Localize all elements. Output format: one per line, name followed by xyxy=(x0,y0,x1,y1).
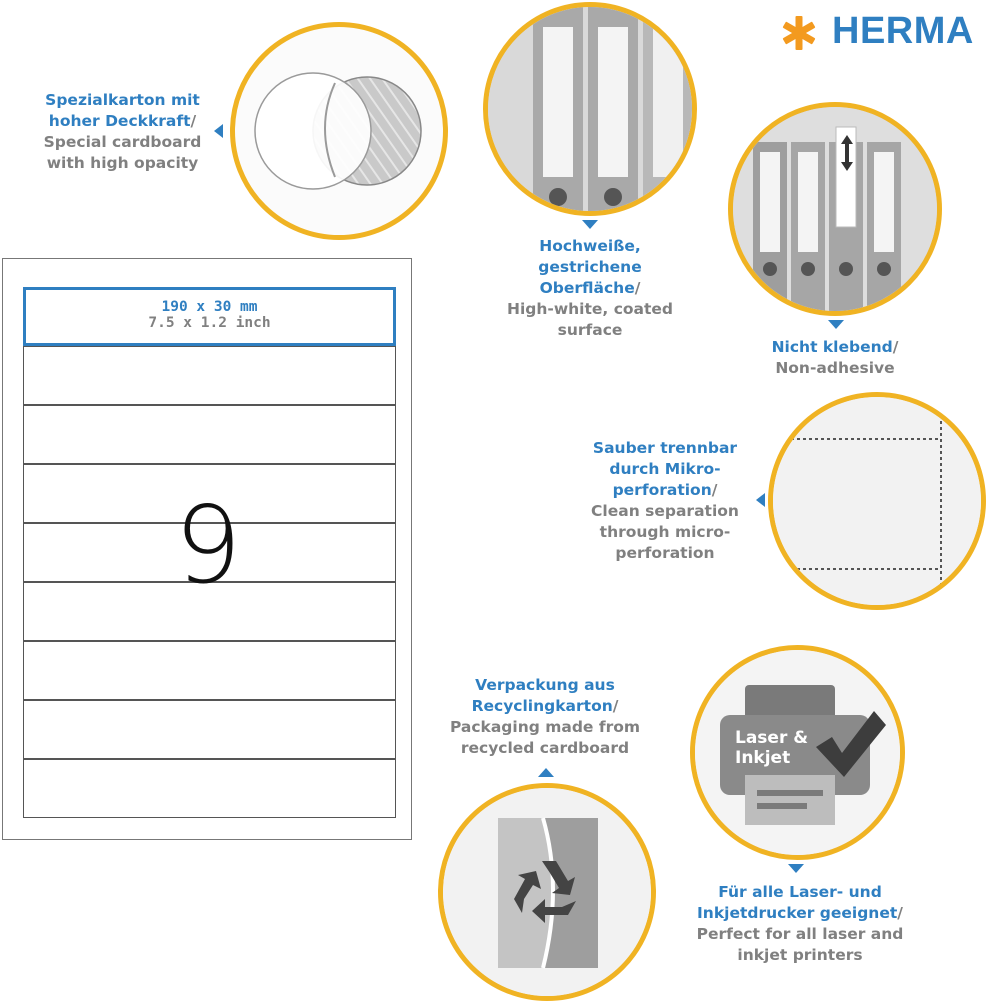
herma-star-icon xyxy=(780,14,818,52)
caption-slash: / xyxy=(190,112,197,130)
caption-packaging-en2: recycled cardboard xyxy=(460,739,630,757)
caption-printers-en1: Perfect for all laser and xyxy=(696,925,904,943)
pointer-left-icon xyxy=(214,124,223,138)
caption-opacity xyxy=(20,90,225,174)
caption-surface-de3: Oberfläche xyxy=(539,279,635,297)
caption-surface xyxy=(480,236,700,341)
binder-spines-icon xyxy=(733,107,937,311)
caption-slash: / xyxy=(612,697,619,715)
feature-circle-printers xyxy=(690,645,905,860)
caption-slash: / xyxy=(897,904,903,922)
caption-perforation-en3: perforation xyxy=(615,544,715,562)
label-row xyxy=(23,346,396,405)
caption-opacity-de1: Spezialkarton mit xyxy=(45,91,200,109)
arrow-updown-icon xyxy=(839,133,855,173)
caption-packaging-de1: Verpackung aus xyxy=(475,676,615,694)
opacity-circles-icon xyxy=(235,27,443,235)
caption-printers xyxy=(670,882,930,966)
caption-perforation-de2: durch Mikro- xyxy=(609,460,721,478)
feature-circle-packaging xyxy=(438,783,656,1001)
caption-surface-de3-wrap xyxy=(480,278,700,299)
caption-printers-en2: inkjet printers xyxy=(737,946,863,964)
caption-slash: / xyxy=(711,481,718,499)
caption-surface-de1: Hochweiße, xyxy=(539,237,641,255)
caption-adhesive xyxy=(725,337,945,379)
caption-surface-en2: surface xyxy=(557,321,623,339)
badge-line2: Inkjet xyxy=(735,748,791,768)
caption-packaging-de2: Recyclingkarton xyxy=(471,697,613,715)
caption-perforation-en2: through micro- xyxy=(599,523,731,541)
feature-circle-adhesive xyxy=(728,102,942,316)
caption-adhesive-de1: Nicht klebend xyxy=(771,338,893,356)
pointer-up-icon xyxy=(538,768,554,777)
binder-spines-icon xyxy=(488,7,692,211)
caption-perforation-en1: Clean separation xyxy=(591,502,739,520)
caption-packaging-en1: Packaging made from xyxy=(449,718,641,736)
label-row xyxy=(23,700,396,759)
caption-surface-de2: gestrichene xyxy=(538,258,642,276)
pointer-left-icon xyxy=(756,493,765,507)
caption-printers-de1: Für alle Laser- und xyxy=(718,883,882,901)
caption-perforation xyxy=(570,438,760,564)
caption-printers-de2: Inkjetdrucker geeignet xyxy=(697,904,898,922)
caption-opacity-en2: with high opacity xyxy=(46,154,199,172)
label-size-imperial: 7.5 x 1.2 inch xyxy=(148,315,271,331)
caption-opacity-de2: hoher Deckkraft xyxy=(48,112,191,130)
perforation-icon xyxy=(773,397,981,605)
pointer-down-icon xyxy=(582,220,598,229)
label-row xyxy=(23,759,396,818)
feature-circle-perforation xyxy=(768,392,986,610)
laser-inkjet-badge xyxy=(735,728,808,768)
caption-slash: / xyxy=(634,279,641,297)
caption-adhesive-en1: Non-adhesive xyxy=(775,359,895,377)
caption-packaging-de2-wrap xyxy=(430,696,660,717)
label-row xyxy=(23,287,396,346)
badge-line1: Laser & xyxy=(735,728,809,748)
checkmark-icon xyxy=(810,705,890,785)
caption-perforation-de3-wrap xyxy=(570,480,760,501)
caption-printers-de2-wrap xyxy=(670,903,930,924)
label-row xyxy=(23,405,396,464)
feature-circle-surface xyxy=(483,2,697,216)
caption-adhesive-de1-wrap xyxy=(725,337,945,358)
caption-surface-en1: High-white, coated xyxy=(506,300,674,318)
pointer-down-icon xyxy=(788,864,804,873)
recycle-icon xyxy=(443,788,651,996)
caption-slash: / xyxy=(892,338,899,356)
caption-opacity-en1: Special cardboard xyxy=(43,133,202,151)
label-sheet xyxy=(2,258,412,840)
brand-name: HERMA xyxy=(832,10,974,52)
label-row xyxy=(23,641,396,700)
labels-per-sheet-count: 9 xyxy=(174,484,242,607)
caption-opacity-de2-wrap xyxy=(20,111,225,132)
caption-perforation-de1: Sauber trennbar xyxy=(592,439,738,457)
pointer-down-icon xyxy=(828,320,844,329)
label-size-metric: 190 x 30 mm xyxy=(161,299,258,315)
feature-circle-opacity xyxy=(230,22,448,240)
caption-perforation-de3: perforation xyxy=(612,481,712,499)
caption-packaging xyxy=(430,675,660,759)
